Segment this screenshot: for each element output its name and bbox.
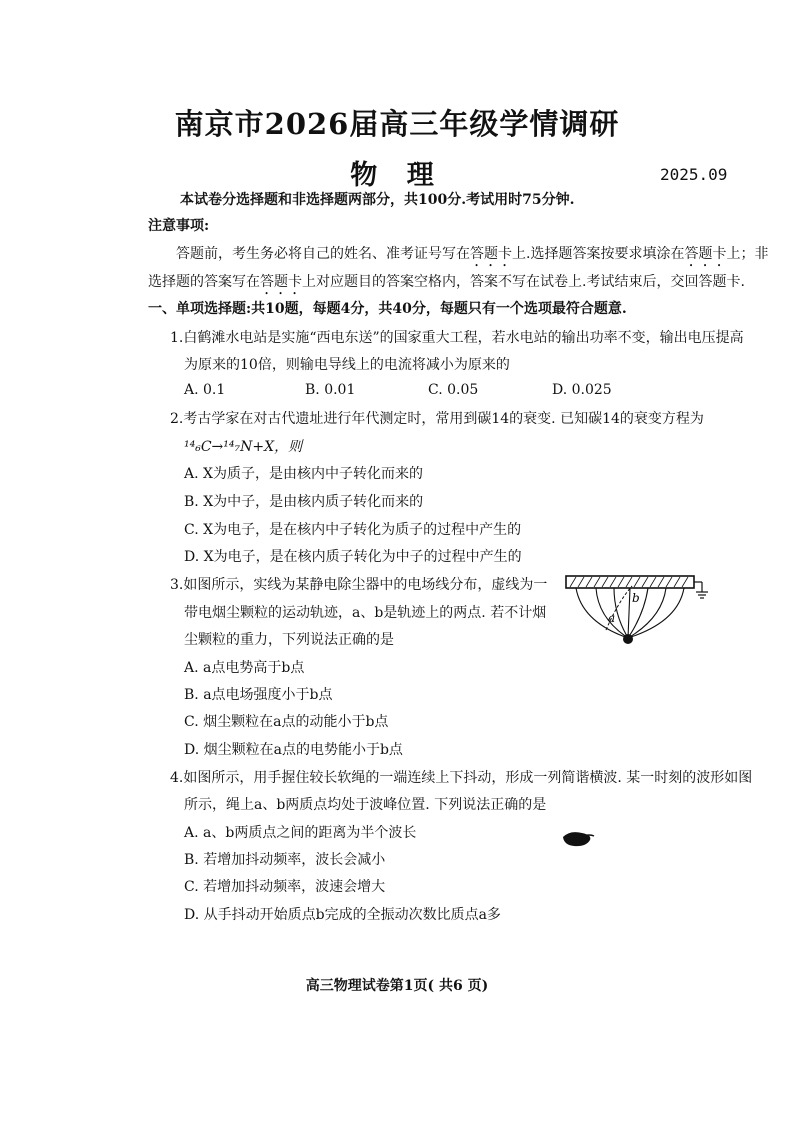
- question-3-option-b: B. a点电场强度小于b点: [184, 687, 333, 703]
- question-1-stem-1: 1.白鹤滩水电站是实施“西电东送”的国家重大工程，若水电站的输出功率不变，输出电压提高: [170, 330, 744, 346]
- intro-text: 本试卷分选择题和非选择题两部分，共100分.考试用时75分钟.: [180, 192, 575, 208]
- question-2-option-a: A. X为质子，是由核内中子转化而来的: [184, 466, 423, 482]
- field-lines: [576, 588, 684, 638]
- subject-title: 物 理: [350, 160, 444, 191]
- page-footer: 高三物理试卷第1页( 共6 页): [305, 978, 489, 994]
- question-4-stem-1: 4.如图所示，用手握住较长软绳的一端连续上下抖动，形成一列简谐横波. 某一时刻的波形如图: [170, 770, 753, 786]
- question-1-stem-2: 为原来的10倍，则输电导线上的电流将减小为原来的: [184, 357, 510, 373]
- notice-text: 上对应题目的答案空格内，答案不写在试卷上.考试结束后，交回答题卡.: [302, 274, 745, 290]
- exam-title: 南京市2026届高三年级学情调研: [174, 107, 620, 141]
- question-3-option-d: D. 烟尘颗粒在a点的电势能小于b点: [184, 742, 403, 758]
- question-4-option-a: A. a、b两质点之间的距离为半个波长: [184, 825, 417, 841]
- notice-text: 答题前，考生务必将自己的姓名、准考证号写在: [176, 246, 470, 262]
- question-2-option-c: C. X为电子，是在核内中子转化为质子的过程中产生的: [184, 522, 522, 538]
- label-a: a: [608, 611, 616, 625]
- question-2-stem-1: 2.考古学家在对古代遗址进行年代测定时，常用到碳14的衰变. 已知碳14的衰变方程为: [170, 411, 704, 427]
- notice-text: 上.选择题答案按要求填涂在: [512, 246, 685, 262]
- question-4-stem-2: 所示，绳上a、b两质点均处于波峰位置. 下列说法正确的是: [184, 797, 547, 813]
- question-4-figure: [560, 828, 596, 850]
- question-1-option-d: D. 0.025: [552, 382, 612, 398]
- section-heading: 一、单项选择题:共10题，每题4分，共40分，每题只有一个选项最符合题意.: [148, 301, 627, 317]
- notice-emphasis: 答题卡: [470, 246, 512, 262]
- hand-icon: [563, 832, 590, 846]
- question-1-option-c: C. 0.05: [428, 382, 479, 398]
- question-4-option-b: B. 若增加抖动频率，波长会减小: [184, 852, 386, 868]
- question-3-stem-1: 3.如图所示，实线为某静电除尘器中的电场线分布，虚线为一: [170, 577, 548, 593]
- question-2-equation: ¹⁴₆C→¹⁴₇N+X，则: [184, 439, 303, 455]
- notice-text: 选择题的答案写在: [148, 274, 260, 290]
- notice-emphasis: 答题卡: [684, 246, 727, 262]
- question-3-option-c: C. 烟尘颗粒在a点的动能小于b点: [184, 714, 389, 730]
- notice-text: 上；非: [726, 246, 769, 262]
- question-1-option-b: B. 0.01: [305, 382, 356, 398]
- notice-line-1: [176, 244, 768, 270]
- question-2-option-b: B. X为中子，是由核内质子转化而来的: [184, 494, 424, 510]
- question-3-figure: [562, 572, 712, 652]
- question-2-option-d: D. X为电子，是在核内质子转化为中子的过程中产生的: [184, 549, 522, 565]
- question-3-stem-2: 带电烟尘颗粒的运动轨迹，a、b是轨迹上的两点. 若不计烟: [184, 605, 547, 621]
- label-b: b: [632, 591, 640, 605]
- exam-date: 2025.09: [660, 165, 728, 184]
- question-3-option-a: A. a点电势高于b点: [184, 660, 305, 676]
- question-4-option-c: C. 若增加抖动频率，波速会增大: [184, 879, 386, 895]
- discharge-electrode: [623, 634, 633, 644]
- question-4-option-d: D. 从手抖动开始质点b完成的全振动次数比质点a多: [184, 907, 501, 923]
- question-1-option-a: A. 0.1: [184, 382, 226, 398]
- question-3-stem-3: 尘颗粒的重力，下列说法正确的是: [184, 632, 394, 648]
- notice-line-2: [148, 272, 745, 298]
- notice-emphasis: 答题卡: [260, 274, 302, 290]
- notice-heading: 注意事项:: [148, 218, 210, 234]
